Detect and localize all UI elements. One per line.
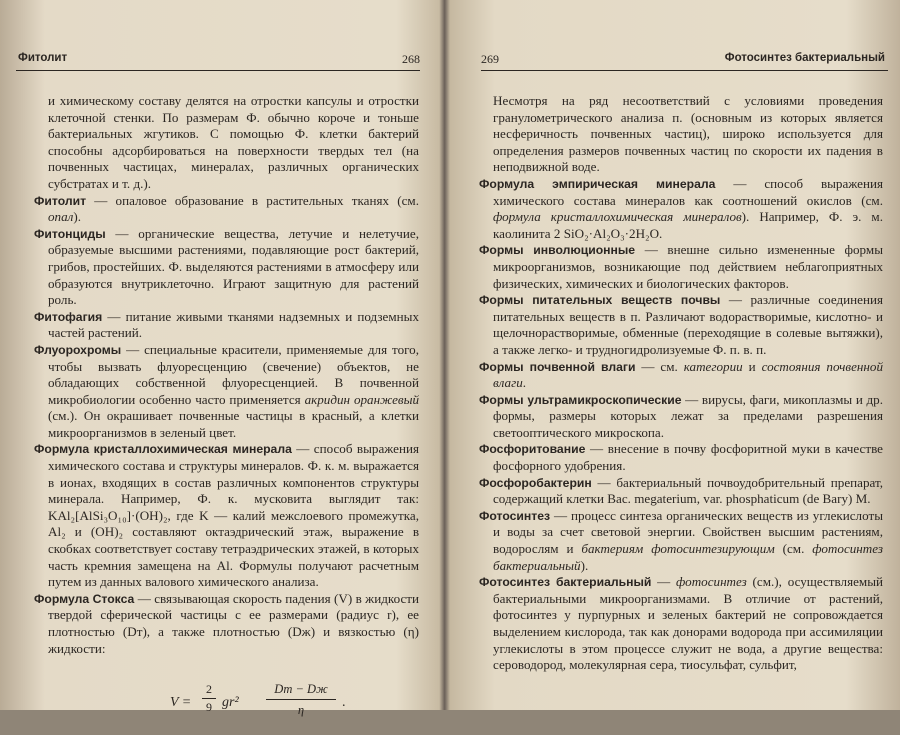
entry-definition: — процесс синтеза органических веществ из углекислоты и воды за счет световой энергии. Свойствен высшим растениям, водорослям и [493,507,883,557]
entry-formula-empiricheskaya [479,176,883,242]
left-header-rule [16,70,420,71]
entry-fluorokhromy [34,342,419,442]
entry-definition: — внесение в почву фосфоритной муки в качестве фосфорного удобрения. [493,441,883,474]
entry-definition: — способ выражения химического состава минералов как соотношений окислов (см. [493,175,884,208]
entry-formy-pochvennoy-vlagi [479,359,883,392]
entry-definition: — внешне сильно измененные формы микроорганизмов, возникающие под действием неблагоприятных физических, химических и биологических факторов. [493,242,883,291]
entry-term: Формула кристаллохимическая минерала [34,442,292,457]
entry-fosforitovanie [479,441,883,474]
left-header-title: Фитолит [18,52,68,64]
cross-reference: состояния почвенной влаги [493,358,883,391]
fraction-bar [202,698,216,699]
entry-connector: и [742,358,762,374]
entry-definition: — различные соединения питательных веществ в п. Различают водорастворимые, кислотно- и щелочнорастворимые, обменные (переходящие в солевые вытяжки), а также легко- и трудногидролизуемые Ф. п. в. п. [493,292,883,357]
left-lead-paragraph [34,93,419,193]
entry-term: Флуорохромы [34,342,122,357]
entry-term: Фотосинтез бактериальный [479,575,652,590]
right-header-title: Фотосинтез бактериальный [724,52,885,64]
entry-definition: — способ выражения химического состава и структуры минералов. Ф. к. м. выражается в ионах, входящих в состав различных компонентов структуры минерала. Например, Ф. к. мусковита выглядит так: KAl₂[AlSi₃O₁₀]·(OH)₂, где K — калий межслоевого промежутка, Al₂ и (OH)₂ составляют октаэдрический этаж, выражение в скобках соответствует составу тетраэдрических этажей, в которых часть кремния замещена на Al. Формулы получают расчетным путем из данных валового химического анализа. [48,441,419,590]
entry-fitolit [34,193,419,226]
right-page-number: 269 [481,52,499,66]
lead-text: Несмотря на ряд несоответствий с условиями проведения гранулометрического анализа п. (основным из которых является несферичность почвенных частиц), широко используется для определения размеров почвенных частиц по скорости их падения в неподвижной воде. [493,93,883,175]
entry-definition: — питание живыми тканями надземных и подземных частей растений. [48,308,419,341]
entry-term: Формы питательных веществ почвы [479,293,721,308]
entry-definition: — [651,574,677,590]
entry-definition: — опаловое образование в растительных тканях (см. [86,192,419,208]
entry-definition: — вирусы, фаги, микоплазмы и др. формы, размеры которых лежат за пределами разрешения светооптического микроскопа. [493,391,883,440]
entry-connector: (см. [774,541,813,557]
left-page [0,0,441,718]
stokes-formula [34,675,419,735]
cross-reference: фотосинтез [676,574,747,590]
left-page-header [18,52,422,68]
entry-definition: — связывающая скорость падения (V) в жидкости твердой сферической частицы с ее размерами (радиус r), ее плотностью (Dт), а также плотностью (Dж) и вязкостью (η) жидкости: [48,590,419,656]
entry-definition: — органические вещества, летучие и нелетучие, образуемые высшими растениями, подавляющие рост бактерий, грибов, простейших. Ф. выделяются растениями в атмосферу или образуются внутриклеточно. Играют защитную для растений роль. [48,225,419,308]
fraction-denominator: η [297,703,305,718]
entry-definition: — бактериальный почвоудобрительный препарат, содержащий клетки Bac. megaterium, var. phosphaticum (de Bary) M. [493,474,883,507]
fraction-bar [266,699,336,700]
lead-text: и химическому составу делятся на отростки капсулы и отростки клеточной стенки. По размерам Ф. обычно короче и тоньше бактериальных жгутиков. С помощью Ф. клетки бактерий способны адсорбироваться на поверхности твердых тел (на почвенных частицах, минералах, различных органических субстратах и т. д.). [48,93,419,191]
entry-fitofagiya [34,309,419,342]
entry-formy-pitatelnykh-veshchestv [479,292,883,358]
entry-term: Формы ультрамикроскопические [479,392,682,407]
entry-formula-stoksa [34,591,419,657]
entry-definition: — см. [635,358,684,374]
entry-term: Формула эмпирическая минерала [479,176,716,191]
entry-definition-end: . [522,375,527,391]
entry-term: Фотосинтез [479,508,551,523]
entry-formy-ultramikroskopicheskie [479,392,883,442]
entry-fitontsidy [34,226,419,309]
cross-reference: категории [683,358,743,374]
left-page-number: 268 [402,52,420,66]
entry-term: Формы почвенной влаги [479,359,636,374]
formula-fraction-two-ninths [202,683,216,714]
entry-definition-end: ). [580,557,589,573]
entry-term: Фосфоритование [479,442,586,457]
entry-fotosintez [479,508,883,574]
entry-term: Фосфоробактерин [479,475,592,490]
entry-definition-end: (см.), осуществляемый бактериальными микроорганизмами. В отличие от растений, фотосинтез у пурпурных и зеленых бактерий не сопровождается выделением кислорода, так как донорами водорода при ассимиляции углекислоты в этом процессе служит не вода, а другие вещества: сероводород, молекулярная сера, тиосульфат, сульфит, [493,574,883,673]
entry-definition-end: (см.). Он окрашивает почвенные частицы в красный, а клетки микроорганизмов в зеленый цвет. [48,408,419,440]
cross-reference: опал [48,209,74,225]
right-page-header [481,52,885,68]
right-lead-paragraph [479,93,883,176]
entry-term: Фитофагия [34,309,103,324]
formula-density-fraction [266,681,336,718]
entry-formy-involyutsionnye [479,242,883,292]
entry-term: Формы инволюционные [479,243,636,258]
fraction-denominator: 9 [206,700,212,715]
right-page-body [479,93,883,674]
entry-definition: — специальные красители, применяемые для того, чтобы вызвать флуоресценцию (свечение) объектов, не обладающих собственной флуоресценцией. В почвенной микробиологии особенно часто применяется [48,341,419,407]
entry-formula-kristallokhimicheskaya [34,441,419,590]
entry-fotosintez-bakterialnyy [479,574,883,674]
formula-end-dot: . [342,695,346,711]
entry-term: Фитонциды [34,226,106,241]
cross-reference: формула кристаллохимическая минералов [493,209,742,225]
entry-fosforobakterin [479,475,883,508]
right-page [449,0,900,710]
right-header-rule [481,70,888,71]
entry-term: Формула Стокса [34,591,135,606]
cross-reference: фотосинтез бактериальный [493,541,883,573]
entry-definition-end: ). [73,209,81,225]
left-page-body [34,93,419,735]
formula-gr-squared: gr² [222,695,239,711]
entry-definition-end: ). Например, Ф. э. м. каолинита 2 SiO₂·Al₂O₃·2H₂O. [493,209,883,241]
cross-reference: акридин оранжевый [304,391,420,407]
fraction-numerator: Dт − Dж [274,682,328,697]
formula-lhs: V = [170,695,192,711]
cross-reference: бактериям фотосинтезирующим [581,541,775,557]
fraction-numerator: 2 [206,682,212,697]
entry-term: Фитолит [34,193,87,208]
